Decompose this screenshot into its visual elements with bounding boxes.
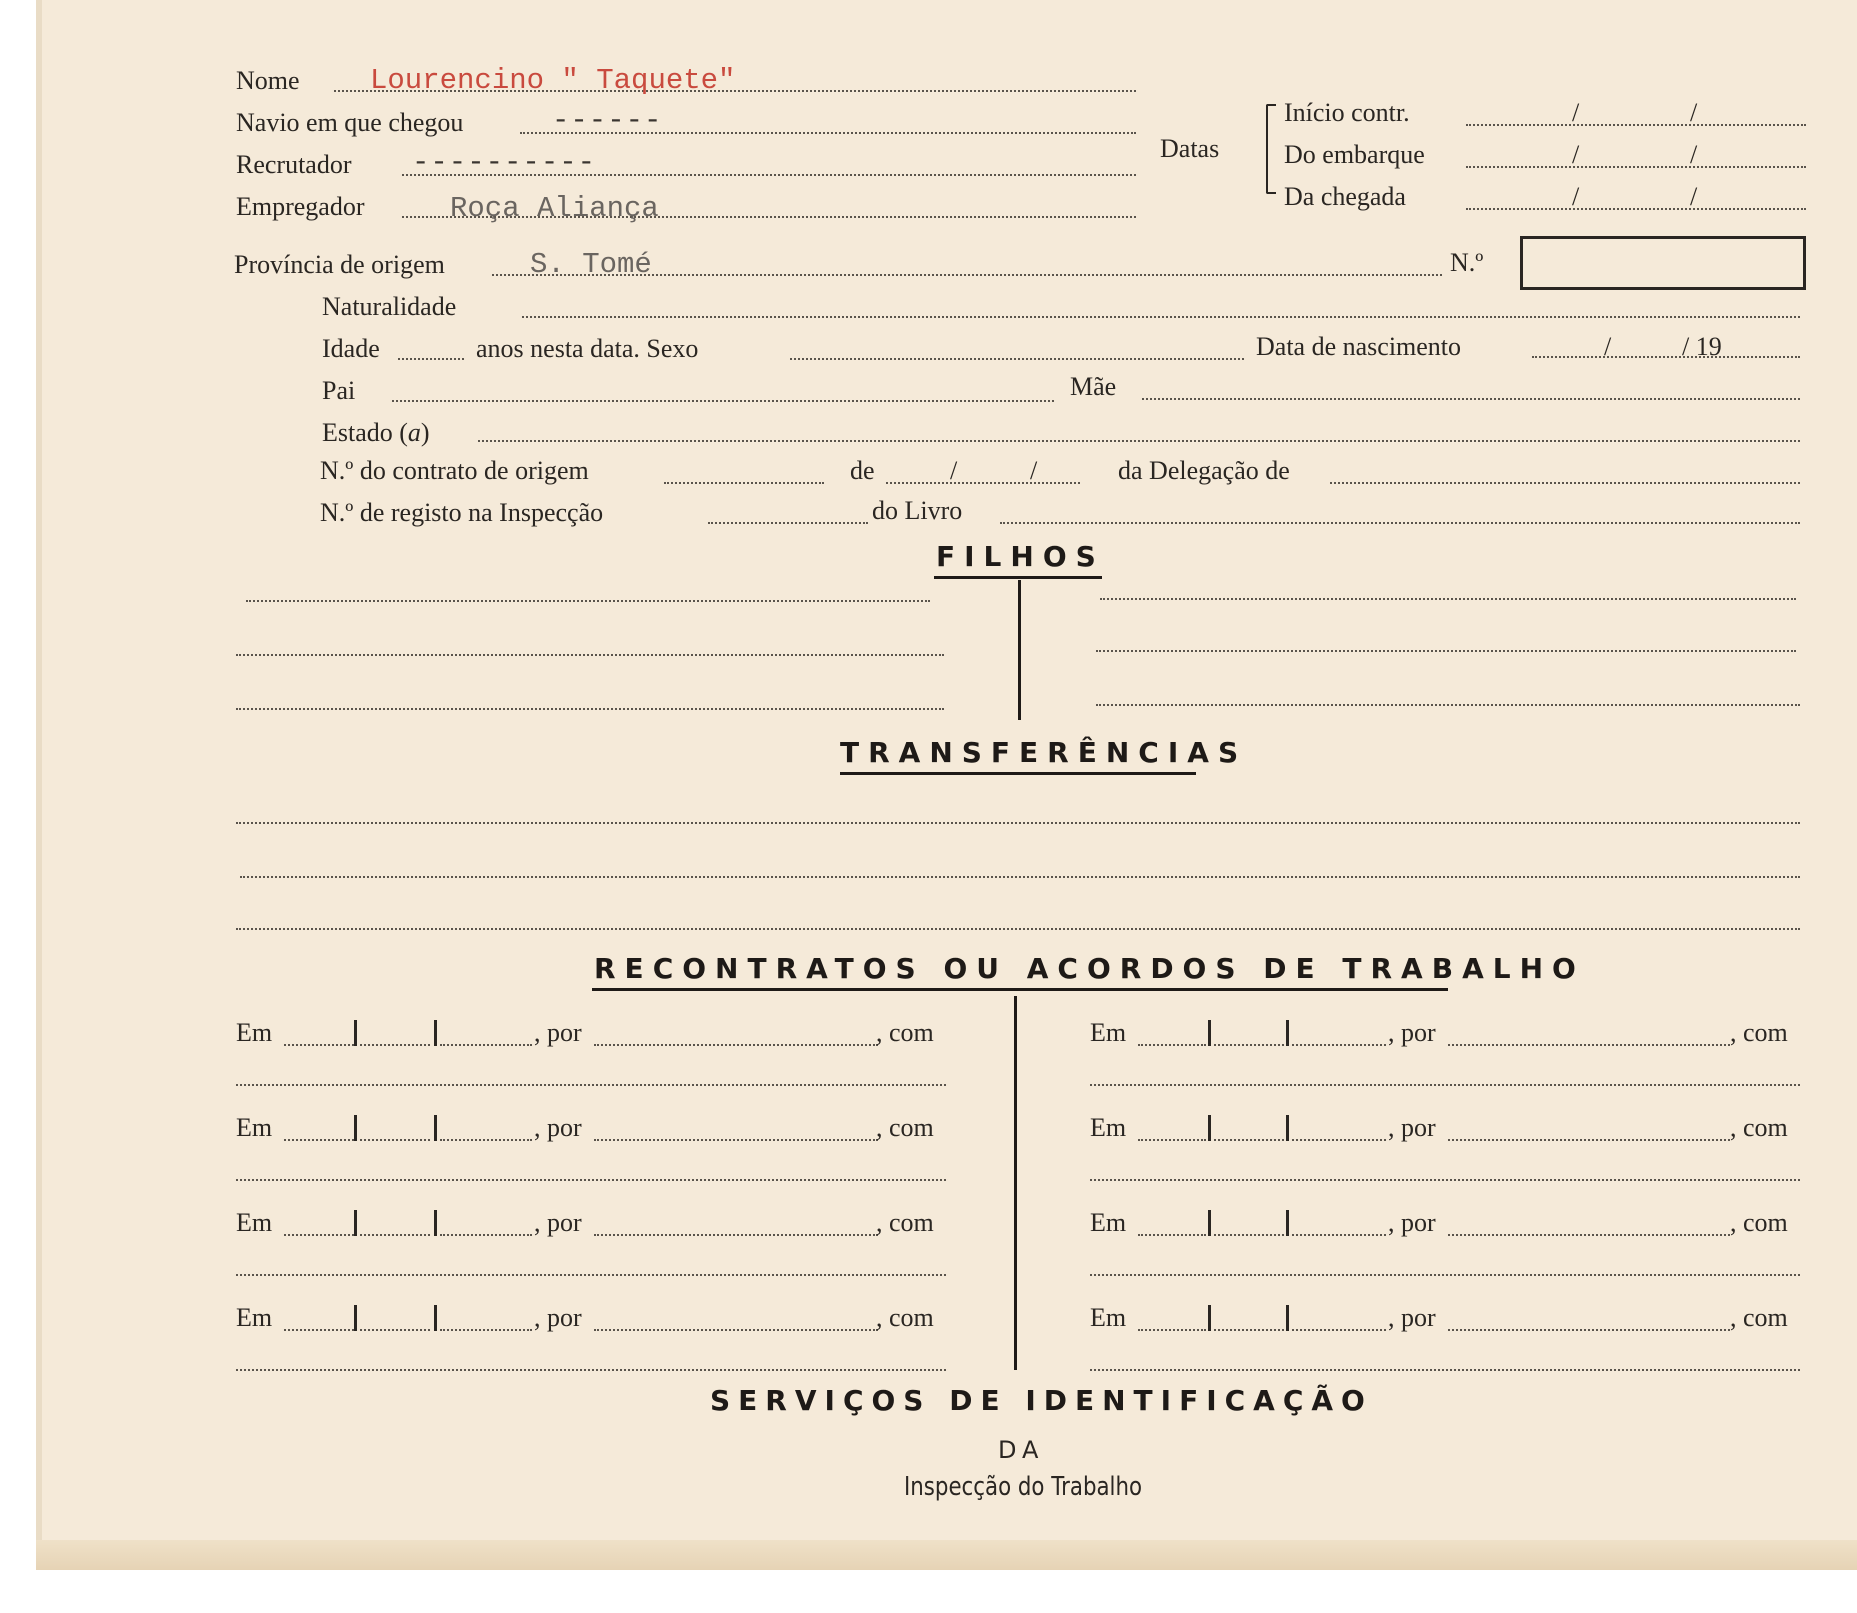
recontrato-right-2-com: , com (1730, 1113, 1788, 1142)
datas-bracket (1266, 104, 1276, 194)
recontrato-left-3-day-line (284, 1234, 354, 1236)
embarque-label: Do embarque (1284, 140, 1425, 169)
recontrato-right-3-com-line (1090, 1274, 1800, 1276)
recrutador-label: Recrutador (236, 150, 352, 179)
recontrato-left-3-com: , com (876, 1208, 934, 1237)
recontrato-left-3-sep-1 (354, 1210, 357, 1236)
nascimento-label: Data de nascimento (1256, 332, 1462, 361)
footer-da: DA (998, 1436, 1045, 1464)
filhos-line-right-1 (1100, 598, 1796, 600)
recontratos-heading: RECONTRATOS OU ACORDOS DE TRABALHO (594, 952, 1585, 985)
inicio-contr-label: Início contr. (1284, 98, 1410, 127)
pai-label: Pai (322, 376, 356, 405)
recontrato-right-1-year-line (1292, 1044, 1386, 1046)
recontrato-right-4-com-line (1090, 1369, 1800, 1371)
navio-label: Navio em que chegou (236, 108, 464, 137)
recontrato-right-1-por-line (1448, 1044, 1730, 1046)
recontrato-right-3-day-line (1138, 1234, 1206, 1236)
footer-inspeccao: Inspecção do Trabalho (904, 1472, 1143, 1502)
recontrato-left-2-por-line (594, 1139, 878, 1141)
provincia-label: Província de origem (234, 250, 445, 279)
card-edge (36, 0, 42, 1570)
recontrato-left-1-por-line (594, 1044, 878, 1046)
recontrato-right-1-sep-1 (1208, 1020, 1211, 1046)
transferencias-underline (840, 772, 1196, 775)
nascimento-slash: / (1604, 332, 1612, 361)
estado-suffix: ) (420, 418, 430, 447)
recontrato-right-4-por-line (1448, 1329, 1730, 1331)
inicio-slash-1: / (1572, 98, 1580, 127)
recontratos-divider (1014, 996, 1017, 1370)
recontrato-right-4-sep-2 (1286, 1305, 1289, 1331)
transferencias-heading: TRANSFERÊNCIAS (840, 736, 1248, 769)
recontrato-left-2-day-line (284, 1139, 354, 1141)
filhos-heading: FILHOS (936, 540, 1105, 573)
filhos-divider (1018, 580, 1021, 720)
recontrato-left-2-sep-2 (434, 1115, 437, 1141)
recontrato-right-4-month-line (1214, 1329, 1284, 1331)
nome-label: Nome (236, 66, 300, 95)
recontrato-right-3-sep-1 (1208, 1210, 1211, 1236)
recontrato-right-2-day-line (1138, 1139, 1206, 1141)
recontrato-left-2-year-line (440, 1139, 532, 1141)
recontrato-right-3-com: , com (1730, 1208, 1788, 1237)
recontrato-right-1-com: , com (1730, 1018, 1788, 1047)
embarque-slash-1: / (1572, 140, 1580, 169)
recontrato-left-3-month-line (360, 1234, 430, 1236)
recontrato-left-1-sep-2 (434, 1020, 437, 1046)
idade-line (398, 358, 464, 360)
recontrato-right-4-day-line (1138, 1329, 1206, 1331)
recontrato-right-1-sep-2 (1286, 1020, 1289, 1046)
recontrato-right-4-com: , com (1730, 1303, 1788, 1332)
card-bottom-edge (36, 1540, 1857, 1570)
numero-label: N.º (1450, 248, 1484, 277)
chegada-line (1466, 208, 1806, 210)
estado-label (322, 418, 430, 448)
recontrato-right-2-sep-2 (1286, 1115, 1289, 1141)
recontrato-left-2-em: Em (236, 1113, 273, 1142)
recontrato-right-2-sep-1 (1208, 1115, 1211, 1141)
transferencias-line-2 (240, 876, 1800, 878)
recontrato-right-4-sep-1 (1208, 1305, 1211, 1331)
chegada-slash-2: / (1690, 182, 1698, 211)
recontrato-left-4-em: Em (236, 1303, 273, 1332)
recontrato-left-1-sep-1 (354, 1020, 357, 1046)
recontrato-left-1-day-line (284, 1044, 354, 1046)
recontratos-underline (592, 988, 1448, 991)
embarque-slash-2: / (1690, 140, 1698, 169)
contrato-de-label: de (850, 456, 875, 485)
recontrato-right-1-day-line (1138, 1044, 1206, 1046)
recontrato-left-4-month-line (360, 1329, 430, 1331)
recontrato-left-1-month-line (360, 1044, 430, 1046)
filhos-line-right-3 (1096, 704, 1800, 706)
recontrato-left-3-em: Em (236, 1208, 273, 1237)
recontrato-right-4-year-line (1292, 1329, 1386, 1331)
recontrato-right-3-sep-2 (1286, 1210, 1289, 1236)
recontrato-left-2-com: , com (876, 1113, 934, 1142)
datas-label: Datas (1160, 134, 1220, 163)
recontrato-right-2-por-line (1448, 1139, 1730, 1141)
naturalidade-line (522, 316, 1800, 318)
transferencias-line-3 (236, 928, 1800, 930)
contrato-date-line (886, 482, 1080, 484)
filhos-line-left-1 (246, 600, 930, 602)
contrato-line (664, 482, 824, 484)
filhos-underline (934, 576, 1102, 579)
recontrato-left-3-sep-2 (434, 1210, 437, 1236)
recontrato-right-3-por: , por (1388, 1208, 1436, 1237)
nascimento-year: / 19 (1682, 332, 1722, 361)
filhos-line-left-2 (236, 654, 944, 656)
recontrato-right-2-com-line (1090, 1179, 1800, 1181)
recontrato-left-3-com-line (236, 1274, 946, 1276)
contrato-slash-2: / (1030, 456, 1038, 485)
recontrato-left-2-com-line (236, 1179, 946, 1181)
recontrato-left-4-com-line (236, 1369, 946, 1371)
delegacao-label: da Delegação de (1118, 456, 1290, 485)
recontrato-left-3-year-line (440, 1234, 532, 1236)
anos-sexo-label: anos nesta data. Sexo (476, 334, 699, 363)
recontrato-left-4-sep-2 (434, 1305, 437, 1331)
recontrato-right-1-por: , por (1388, 1018, 1436, 1047)
recontrato-left-4-year-line (440, 1329, 532, 1331)
recontrato-right-2-em: Em (1090, 1113, 1127, 1142)
estado-prefix: Estado ( (322, 418, 408, 447)
provincia-value: S. Tomé (530, 248, 652, 281)
recontrato-right-3-por-line (1448, 1234, 1730, 1236)
recontrato-right-1-month-line (1214, 1044, 1284, 1046)
registo-line (708, 522, 868, 524)
recontrato-right-3-year-line (1292, 1234, 1386, 1236)
recontrato-left-2-month-line (360, 1139, 430, 1141)
idade-label: Idade (322, 334, 380, 363)
mae-label: Mãe (1070, 372, 1117, 401)
recontrato-right-4-por: , por (1388, 1303, 1436, 1332)
recontrato-right-1-com-line (1090, 1084, 1800, 1086)
filhos-line-left-3 (236, 708, 944, 710)
transferencias-line-1 (236, 822, 1800, 824)
recontrato-left-1-com-line (236, 1084, 946, 1086)
recontrato-left-2-sep-1 (354, 1115, 357, 1141)
inicio-slash-2: / (1690, 98, 1698, 127)
recontrato-left-1-por: , por (534, 1018, 582, 1047)
inicio-contr-line (1466, 124, 1806, 126)
recontrato-right-3-month-line (1214, 1234, 1284, 1236)
recontrato-left-3-por: , por (534, 1208, 582, 1237)
empregador-label: Empregador (236, 192, 365, 221)
chegada-label: Da chegada (1284, 182, 1406, 211)
recontrato-left-4-com: , com (876, 1303, 934, 1332)
estado-note: a (407, 418, 421, 447)
nascimento-line (1532, 356, 1800, 358)
pai-line (392, 400, 1054, 402)
footer-title: SERVIÇOS DE IDENTIFICAÇÃO (710, 1384, 1373, 1417)
recrutador-value: ---------- (412, 146, 597, 179)
delegacao-line (1330, 482, 1800, 484)
contrato-slash-1: / (950, 456, 958, 485)
livro-line (1000, 522, 1800, 524)
recontrato-left-1-year-line (440, 1044, 532, 1046)
numero-box (1520, 236, 1806, 290)
recontrato-right-4-em: Em (1090, 1303, 1127, 1332)
mae-line (1142, 398, 1800, 400)
recontrato-left-4-sep-1 (354, 1305, 357, 1331)
nome-value: Lourencino " Taquete" (370, 64, 736, 97)
contrato-label: N.º do contrato de origem (320, 456, 589, 485)
livro-label: do Livro (872, 496, 963, 525)
chegada-slash-1: / (1572, 182, 1580, 211)
registo-label: N.º de registo na Inspecção (320, 498, 604, 527)
recontrato-left-1-em: Em (236, 1018, 273, 1047)
empregador-value: Roça Aliança (450, 192, 659, 225)
recontrato-left-4-day-line (284, 1329, 354, 1331)
recontrato-right-2-month-line (1214, 1139, 1284, 1141)
recontrato-right-3-em: Em (1090, 1208, 1127, 1237)
filhos-line-right-2 (1096, 650, 1796, 652)
recontrato-left-1-com: , com (876, 1018, 934, 1047)
estado-line (478, 440, 1800, 442)
sexo-line (790, 358, 1244, 360)
recontrato-left-2-por: , por (534, 1113, 582, 1142)
recontrato-right-2-por: , por (1388, 1113, 1436, 1142)
naturalidade-label: Naturalidade (322, 292, 457, 321)
recontrato-left-4-por: , por (534, 1303, 582, 1332)
recontrato-left-4-por-line (594, 1329, 878, 1331)
recontrato-right-2-year-line (1292, 1139, 1386, 1141)
recontrato-left-3-por-line (594, 1234, 878, 1236)
recontrato-right-1-em: Em (1090, 1018, 1127, 1047)
embarque-line (1466, 166, 1806, 168)
navio-value: ------ (552, 104, 663, 137)
